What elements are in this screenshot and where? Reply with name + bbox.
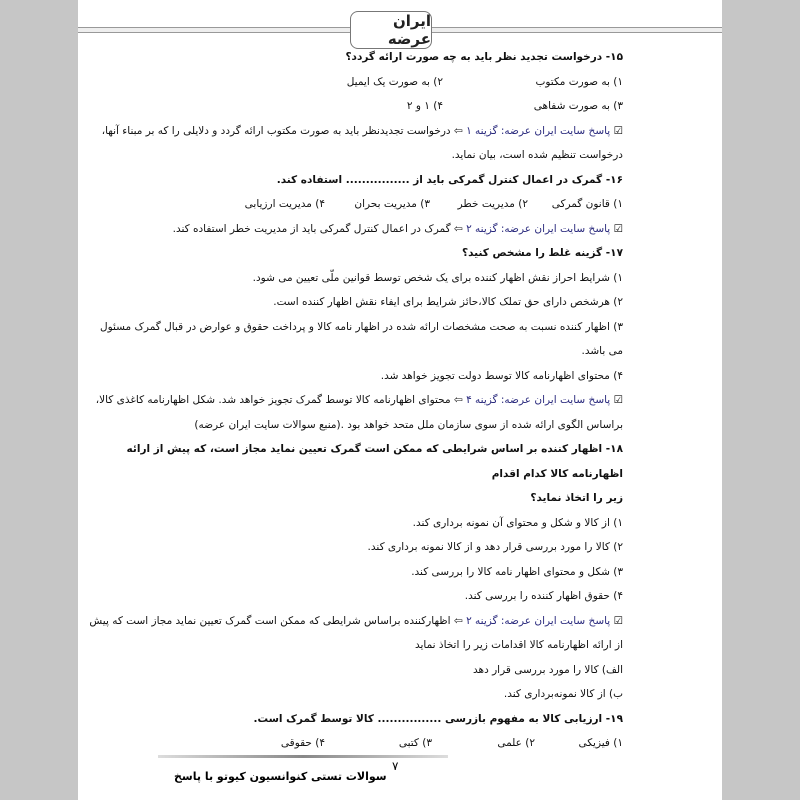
- answer-text: گمرک در اعمال کنترل گمرکی باید از مدیریت خطر استفاده کند.: [172, 222, 451, 235]
- option: ۱) قانون گمرکی: [551, 198, 623, 210]
- question-title: ۱۵- درخواست تجدید نظر باید به چه صورت ارائه گردد؟: [345, 51, 623, 63]
- document-page: [78, 0, 722, 800]
- question-title: ۱۷- گزینه غلط را مشخص کنید؟: [462, 247, 623, 259]
- checkbox-icon: ☑: [610, 614, 623, 627]
- options-row: [83, 731, 623, 756]
- answer-text: از ارائه اظهارنامه کالا اقدامات زیر را اتخاذ نماید: [414, 639, 623, 651]
- option: ۲) به صورت یک ایمیل: [346, 75, 443, 88]
- footer-title: سوالات تستی کنوانسیون کیوتو با پاسخ: [174, 770, 387, 783]
- question-title: زیر را اتخاذ نماید؟: [530, 492, 623, 504]
- arrow-left-icon: ⇦: [450, 614, 467, 627]
- footer-divider: [158, 755, 448, 758]
- options-row: [83, 192, 623, 217]
- answer-label: پاسخ سایت ایران عرضه: گزینه ۴: [466, 394, 611, 406]
- page-number: ۷: [392, 759, 399, 773]
- option: ۴) مدیریت ارزیابی: [244, 198, 325, 210]
- options-row: [83, 70, 623, 95]
- answer-text: براساس الگوی ارائه شده از سوی سازمان ملل متحد خواهد بود .(منبع سوالات سایت ایران عرضه): [194, 418, 623, 431]
- option: ۱) از کالا و شکل و محتوای آن نمونه برداری کند.: [412, 516, 623, 529]
- question-title: ۱۹- ارزیابی کالا به مفهوم بازرسی ................ کالا توسط گمرک است.: [253, 712, 623, 725]
- option: ۳) شکل و محتوای اظهار نامه کالا را بررسی کند.: [411, 565, 623, 578]
- option: ۳) مدیریت بحران: [354, 198, 430, 210]
- page-content: [83, 45, 623, 756]
- answer: [83, 217, 623, 242]
- option: ۳) کتبی: [398, 737, 432, 749]
- option: ۱) به صورت مکتوب: [535, 75, 623, 88]
- option: ۲) هرشخص دارای حق تملک کالا،حائز شرایط برای ایفاء نقش اظهار کننده است.: [273, 296, 623, 308]
- checkbox-icon: ☑: [610, 124, 623, 137]
- answer-text: ب) از کالا نمونه‌برداری کند.: [503, 688, 623, 700]
- option: ۴) ۱ و ۲: [406, 100, 443, 112]
- answer-label: پاسخ سایت ایران عرضه: گزینه ۲: [466, 222, 611, 235]
- site-logo: [350, 11, 432, 49]
- option: ۴) حقوق اظهار کننده را بررسی کند.: [464, 590, 623, 602]
- option: ۲) علمی: [497, 737, 535, 749]
- answer: [83, 388, 623, 413]
- answer-label: پاسخ سایت ایران عرضه: گزینه ۱: [466, 124, 611, 137]
- answer-label: پاسخ سایت ایران عرضه: گزینه ۲: [466, 614, 611, 627]
- option: ۳) اظهار کننده نسبت به صحت مشخصات ارائه شده در اظهار نامه کالا و پرداخت حقوق و عوارض در قبال گمرک مسئول: [99, 320, 623, 333]
- option: ۲) کالا را مورد بررسی قرار دهد و از کالا نمونه برداری کند.: [367, 541, 623, 553]
- question-title: ۱۸- اظهار کننده بر اساس شرایطی که ممکن است گمرک تعیین نماید مجاز است، که پیش از ارائه اظهارنامه کالا کدام اقدام: [126, 443, 623, 480]
- checkbox-icon: ☑: [610, 394, 623, 406]
- question-title: ۱۶- گمرک در اعمال کنترل گمرکی باید از ................ استفاده کند.: [276, 173, 623, 186]
- answer-text: محتوای اظهارنامه کالا توسط گمرک تجویز خواهد شد. شکل اظهارنامه کاغذی کالا،: [95, 394, 451, 406]
- options-row: [83, 94, 623, 119]
- answer-text: الف) کالا را مورد بررسی قرار دهد: [473, 663, 623, 676]
- option: ۳) به صورت شفاهی: [533, 100, 623, 112]
- option: ۴) حقوقی: [280, 737, 325, 749]
- arrow-left-icon: ⇦: [450, 394, 467, 406]
- answer-text: درخواست تنظیم شده است، بیان نماید.: [451, 149, 623, 161]
- answer: [83, 609, 623, 634]
- arrow-left-icon: ⇦: [450, 124, 467, 137]
- option: ۱) فیزیکی: [578, 737, 623, 749]
- answer-text: اظهارکننده براساس شرایطی که ممکن است گمرک تعیین نماید مجاز است که پیش: [89, 614, 451, 627]
- checkbox-icon: ☑: [610, 222, 623, 235]
- answer: [83, 119, 623, 144]
- option: ۴) محتوای اظهارنامه کالا توسط دولت تجویز خواهد شد.: [380, 369, 623, 382]
- option: ۲) مدیریت خطر: [457, 198, 528, 210]
- arrow-left-icon: ⇦: [450, 222, 467, 235]
- logo-text: ایران عرضه: [387, 12, 431, 48]
- option: ۱) شرایط احراز نقش اظهار کننده برای یک شخص توسط قوانین ملّی تعیین می شود.: [252, 271, 623, 284]
- answer-text: درخواست تجدیدنظر باید به صورت مکتوب ارائه گردد و دلایلی را که بر مبناء آنها،: [101, 124, 451, 137]
- option: می باشد.: [581, 345, 623, 357]
